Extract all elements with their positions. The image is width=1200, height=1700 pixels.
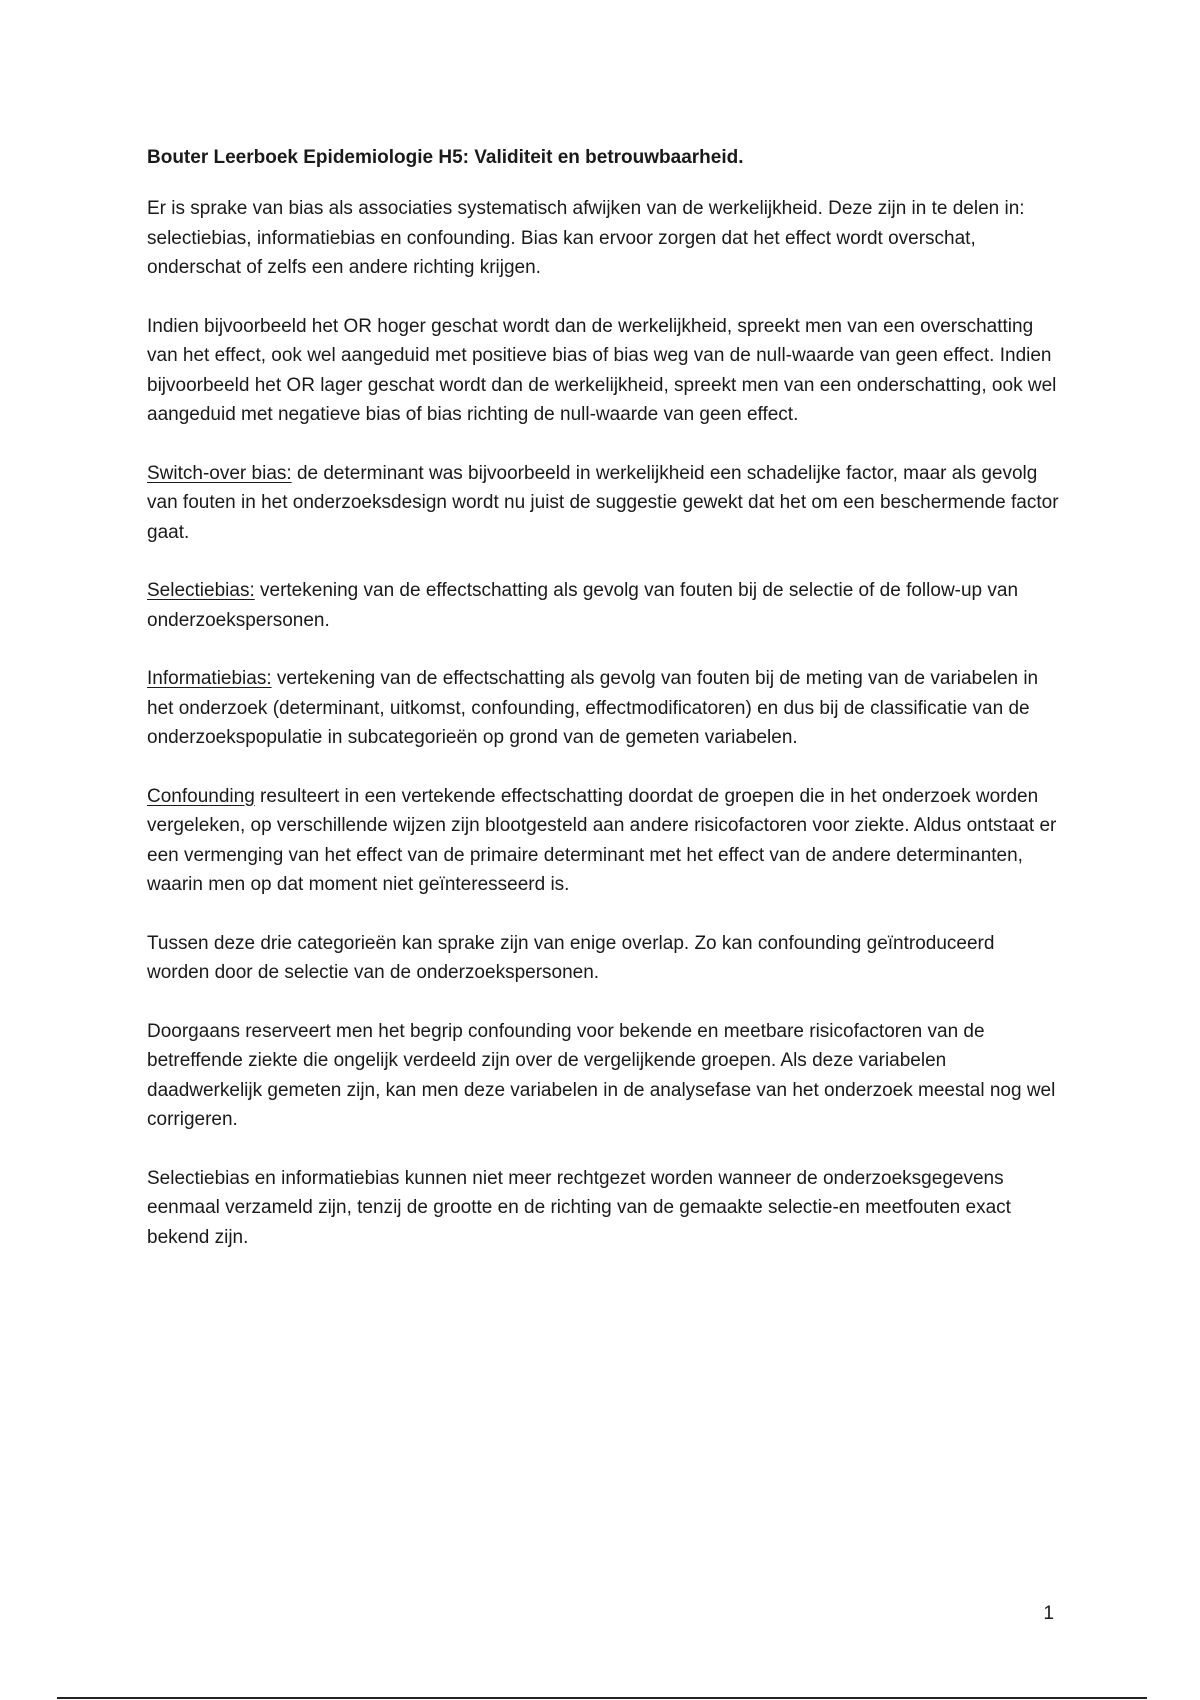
paragraph-selectiebias	[147, 576, 1062, 635]
paragraph-confounding	[147, 782, 1062, 900]
document-body	[147, 146, 1062, 1281]
paragraph-confounding-correctie: Doorgaans reserveert men het begrip confounding voor bekende en meetbare risicofactoren van de betreffende ziekte die ongelijk verdeeld zijn over de vergelijkende groepen. Als deze variabelen daadwerkelijk gemeten zijn, kan men deze variabelen in de analysefase van het onderzoek meestal nog wel corrigeren.	[147, 1020, 1056, 1130]
paragraph-overlap: Tussen deze drie categorieën kan sprake zijn van enige overlap. Zo kan confounding geïntroduceerd worden door de selectie van de onderzoekspersonen.	[147, 932, 995, 983]
definition-switch-over-bias: de determinant was bijvoorbeeld in werkelijkheid een schadelijke factor, maar als gevolg van fouten in het onderzoeksdesign wordt nu juist de suggestie gewekt dat het om een beschermende factor gaat.	[147, 462, 1059, 543]
page-number: 1	[1043, 1603, 1054, 1624]
paragraph-switch-over-bias	[147, 459, 1062, 548]
definition-informatiebias: vertekening van de effectschatting als gevolg van fouten bij de meting van de variabelen in het onderzoek (determinant, uitkomst, confounding, effectmodificatoren) en dus bij de classificatie van de onderzoekspopulatie in subcategorieën op grond van de gemeten variabelen.	[147, 668, 1039, 748]
paragraph-rechtzetten: Selectiebias en informatiebias kunnen niet meer rechtgezet worden wanneer de onderzoeksgegevens eenmaal verzameld zijn, tenzij de grootte en de richting van de gemaakte selectie-en meetfouten exact bekend zijn.	[147, 1167, 1011, 1248]
paragraph-bias-intro: Er is sprake van bias als associaties systematisch afwijken van de werkelijkheid. Deze zijn in te delen in: selectiebias, informatiebias en confounding. Bias kan ervoor zorgen dat het effect wordt overschat, onderschat of zelfs een andere richting krijgen.	[147, 198, 1025, 278]
footer-divider	[57, 1697, 1147, 1699]
paragraph-informatiebias	[147, 664, 1062, 753]
definition-selectiebias: vertekening van de effectschatting als gevolg van fouten bij de selectie of de follow-up van onderzoekspersonen.	[147, 580, 1019, 631]
document-title: Bouter Leerboek Epidemiologie H5: Validiteit en betrouwbaarheid.	[147, 147, 744, 168]
term-confounding: Confounding	[147, 785, 255, 807]
term-switch-over-bias: Switch-over bias:	[147, 462, 292, 484]
term-informatiebias: Informatiebias:	[147, 668, 272, 689]
term-selectiebias: Selectiebias:	[147, 580, 255, 601]
definition-confounding: resulteert in een vertekende effectschatting doordat de groepen die in het onderzoek worden vergeleken, op verschillende wijzen zijn blootgesteld aan andere risicofactoren voor ziekte. Aldus ontstaat er een vermenging van het effect van de primaire determinant met het effect van de andere determinanten, waarin men op dat moment niet geïnteresseerd is.	[147, 785, 1057, 895]
paragraph-overschatting: Indien bijvoorbeeld het OR hoger geschat wordt dan de werkelijkheid, spreekt men van een overschatting van het effect, ook wel aangeduid met positieve bias of bias weg van de null-waarde van geen effect. Indien bijvoorbeeld het OR lager geschat wordt dan de werkelijkheid, spreekt men van een onderschatting, ook wel aangeduid met negatieve bias of bias richting de null-waarde van geen effect.	[147, 315, 1057, 425]
